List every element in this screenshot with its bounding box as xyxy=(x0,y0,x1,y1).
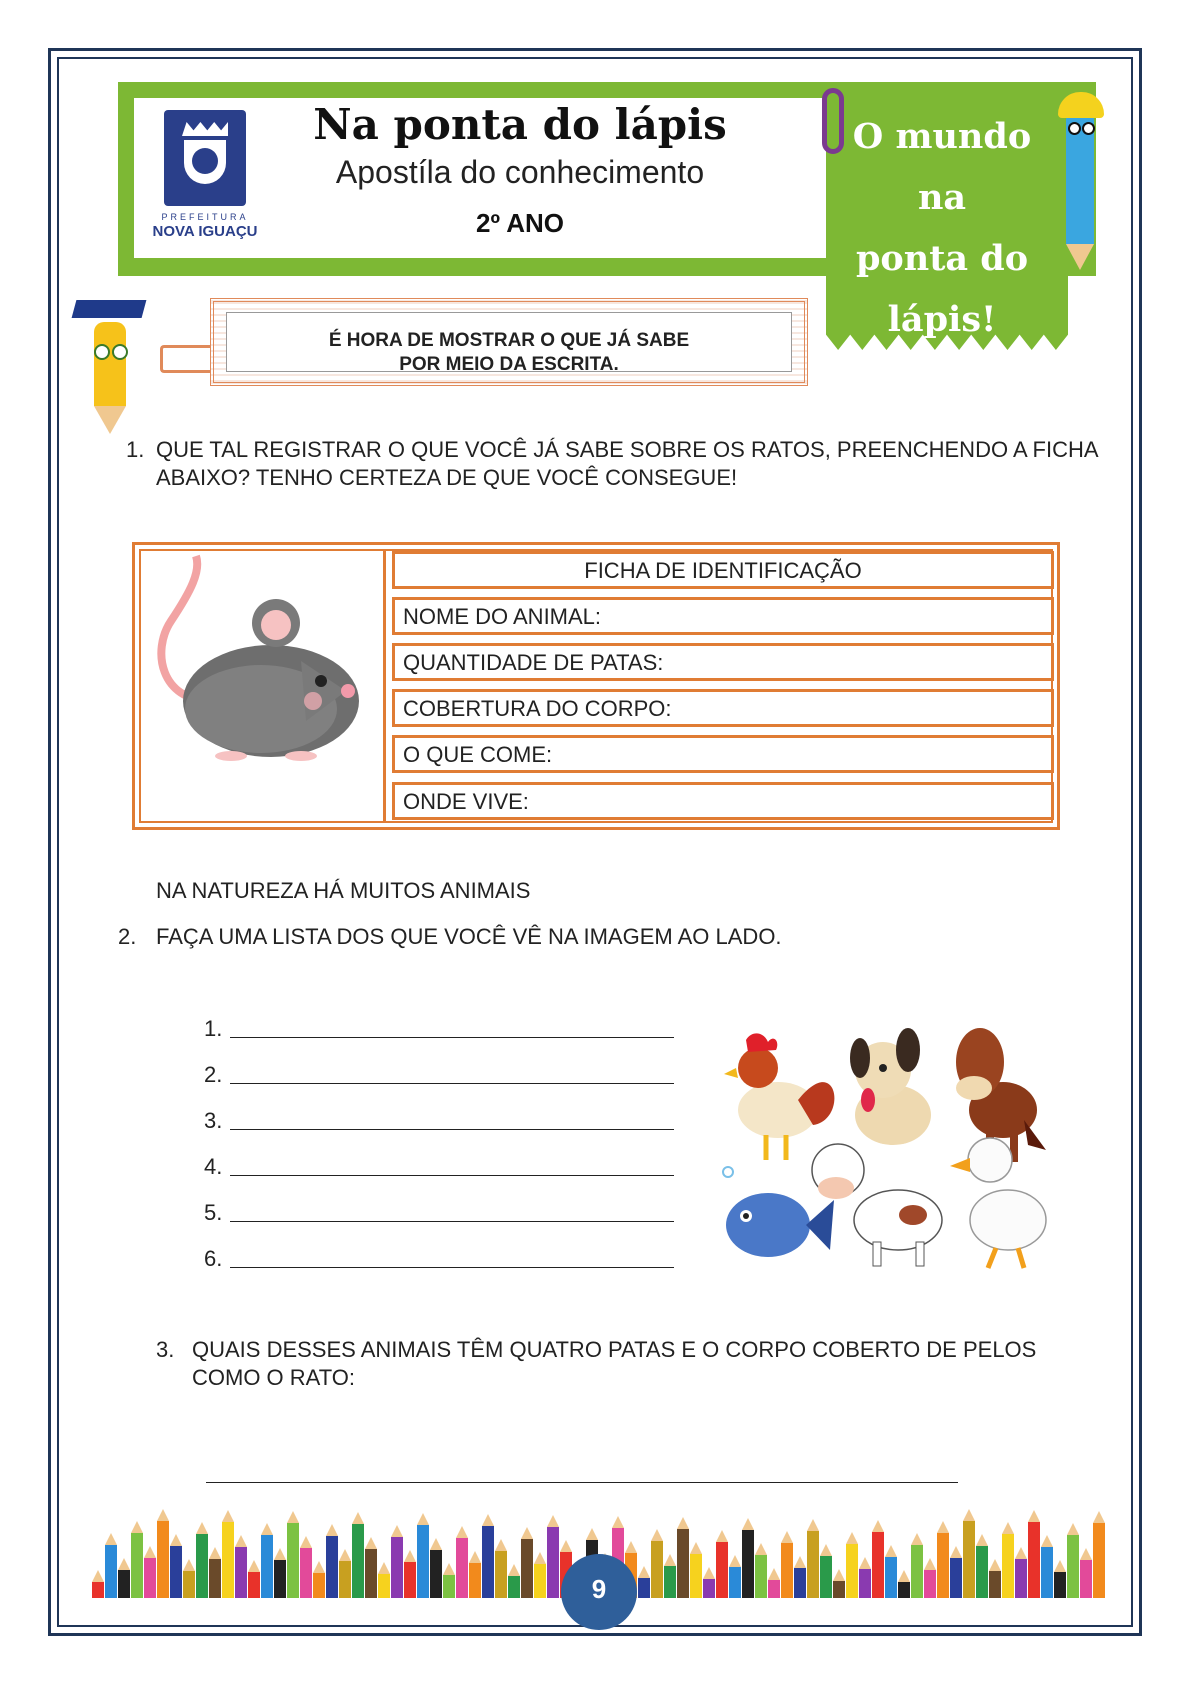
pencil-mascot-icon xyxy=(1048,82,1114,272)
question-3-number: 3. xyxy=(156,1337,175,1362)
pencil-icon xyxy=(898,1570,910,1598)
dog-icon xyxy=(850,1028,931,1145)
coat-of-arms-icon xyxy=(164,110,246,206)
question-1-number: 1. xyxy=(126,437,145,462)
pencil-icon xyxy=(378,1562,390,1598)
question-2-number: 2. xyxy=(118,924,137,949)
pencil-icon xyxy=(950,1546,962,1598)
pencil-icon xyxy=(287,1511,299,1598)
pencil-icon xyxy=(1080,1548,1092,1598)
pencil-icon xyxy=(404,1550,416,1598)
pencil-icon xyxy=(1067,1523,1079,1598)
pencil-icon xyxy=(937,1521,949,1598)
answer-line-3[interactable]: 3. xyxy=(204,1108,674,1134)
page-subtitle: Apostíla do conhecimento xyxy=(335,154,705,190)
ribbon-slogan: O mundo na ponta do lápis! xyxy=(852,116,1032,340)
mouse-image-cell xyxy=(141,551,386,821)
pencil-icon xyxy=(1093,1511,1105,1598)
mouse-illustration xyxy=(141,551,381,811)
farm-animals-illustration xyxy=(718,1010,1058,1280)
pencil-icon xyxy=(222,1510,234,1598)
pencil-icon xyxy=(417,1513,429,1598)
pencil-icon xyxy=(274,1548,286,1598)
ficha-row-name: NOME DO ANIMAL: xyxy=(392,597,1054,635)
pencil-icon xyxy=(1015,1547,1027,1598)
pencil-icon xyxy=(118,1558,130,1598)
ficha-title: FICHA DE IDENTIFICAÇÃO xyxy=(392,551,1054,589)
ficha-row-legs: QUANTIDADE DE PATAS: xyxy=(392,643,1054,681)
pencil-icon xyxy=(1002,1522,1014,1598)
pencil-icon xyxy=(690,1542,702,1598)
graduate-pencil-mascot-icon xyxy=(64,300,154,440)
pencil-icon xyxy=(716,1530,728,1598)
question-3 xyxy=(156,1336,1116,1390)
nature-statement: NA NATUREZA HÁ MUITOS ANIMAIS xyxy=(156,878,531,903)
pencil-icon xyxy=(391,1525,403,1598)
pencil-icon xyxy=(105,1533,117,1598)
pencil-icon xyxy=(872,1520,884,1598)
pencil-icon xyxy=(885,1545,897,1598)
question-1-text: QUE TAL REGISTRAR O QUE VOCÊ JÁ SABE SOBRE OS RATOS, PREENCHENDO A FICHA ABAIXO? TENHO CERTEZA DE QUE VOCÊ CONSEGUE! xyxy=(156,437,1098,490)
pencil-icon xyxy=(664,1554,676,1598)
pencil-icon xyxy=(300,1536,312,1598)
pencil-icon xyxy=(209,1547,221,1598)
pencil-icon xyxy=(1028,1510,1040,1598)
pencil-icon xyxy=(1041,1535,1053,1598)
pencil-icon xyxy=(183,1559,195,1598)
pencil-icon xyxy=(469,1551,481,1598)
pencil-icon xyxy=(651,1529,663,1598)
answer-line-5[interactable]: 5. xyxy=(204,1200,674,1226)
pencil-icon xyxy=(352,1512,364,1598)
pencil-icon xyxy=(235,1535,247,1598)
pencil-icon xyxy=(495,1539,507,1598)
pencil-icon xyxy=(144,1546,156,1598)
pencil-icon xyxy=(508,1564,520,1598)
question-2-text: FAÇA UMA LISTA DOS QUE VOCÊ VÊ NA IMAGEM AO LADO. xyxy=(156,924,782,949)
logo-text-prefeitura: PREFEITURA xyxy=(161,212,249,222)
pencil-icon xyxy=(729,1555,741,1598)
rooster-icon xyxy=(724,1033,834,1160)
pencil-icon xyxy=(807,1519,819,1598)
pencil-icon xyxy=(248,1560,260,1598)
answer-line-4[interactable]: 4. xyxy=(204,1154,674,1180)
pencil-icon xyxy=(196,1522,208,1598)
answer-line-1[interactable]: 1. xyxy=(204,1016,674,1042)
pencil-icon xyxy=(430,1538,442,1598)
pencil-icon xyxy=(755,1543,767,1598)
pencil-icon xyxy=(261,1523,273,1598)
pencil-icon xyxy=(963,1509,975,1598)
ficha-row-food: O QUE COME: xyxy=(392,735,1054,773)
pencil-icon xyxy=(157,1509,169,1598)
pencil-icon xyxy=(638,1566,650,1598)
pencil-icon xyxy=(326,1524,338,1598)
question-2 xyxy=(118,924,782,950)
question-3-text: QUAIS DESSES ANIMAIS TÊM QUATRO PATAS E O CORPO COBERTO DE PELOS COMO O RATO: xyxy=(192,1337,1037,1390)
speech-bubble xyxy=(210,298,808,386)
pencil-icon xyxy=(989,1559,1001,1598)
pencil-icon xyxy=(456,1526,468,1598)
pencil-icon xyxy=(131,1521,143,1598)
pencil-icon xyxy=(92,1570,104,1598)
pencil-icon xyxy=(742,1518,754,1598)
question-3-answer-line[interactable] xyxy=(206,1482,958,1483)
pencil-icon xyxy=(768,1568,780,1598)
ficha-row-habitat: ONDE VIVE: xyxy=(392,782,1054,820)
logo-text-city: NOVA IGUAÇU xyxy=(152,223,258,240)
pencil-icon xyxy=(794,1556,806,1598)
pencil-icon xyxy=(859,1557,871,1598)
duck-icon xyxy=(950,1138,1046,1268)
pencil-icon xyxy=(924,1558,936,1598)
pencil-icon xyxy=(443,1563,455,1598)
page-number: 9 xyxy=(561,1554,637,1630)
pencil-icon xyxy=(846,1532,858,1598)
pencil-icon xyxy=(911,1533,923,1598)
pencil-icon xyxy=(1054,1560,1066,1598)
pencil-icon xyxy=(677,1517,689,1598)
pencil-icon xyxy=(313,1561,325,1598)
ficha-row-body-covering: COBERTURA DO CORPO: xyxy=(392,689,1054,727)
pencil-icon xyxy=(482,1514,494,1598)
grade-label: 2º ANO xyxy=(476,208,564,238)
answer-line-6[interactable]: 6. xyxy=(204,1246,674,1272)
pencil-icon xyxy=(820,1544,832,1598)
pencil-icon xyxy=(703,1567,715,1598)
paperclip-icon xyxy=(822,88,844,154)
pencil-icon xyxy=(976,1534,988,1598)
pencil-icon xyxy=(521,1527,533,1598)
pencil-icon xyxy=(547,1515,559,1598)
pencil-icon xyxy=(365,1537,377,1598)
speech-text: É HORA DE MOSTRAR O QUE JÁ SABE POR MEIO DA ESCRITA. xyxy=(328,330,690,375)
page-title: Na ponta do lápis xyxy=(313,100,727,149)
pencil-icon xyxy=(170,1534,182,1598)
pencil-icon xyxy=(781,1531,793,1598)
pencil-icon xyxy=(339,1549,351,1598)
pencil-icon xyxy=(833,1569,845,1598)
answer-line-2[interactable]: 2. xyxy=(204,1062,674,1088)
pencil-icon xyxy=(534,1552,546,1598)
prefeitura-logo xyxy=(150,110,260,240)
speech-bubble-tail xyxy=(160,345,215,373)
